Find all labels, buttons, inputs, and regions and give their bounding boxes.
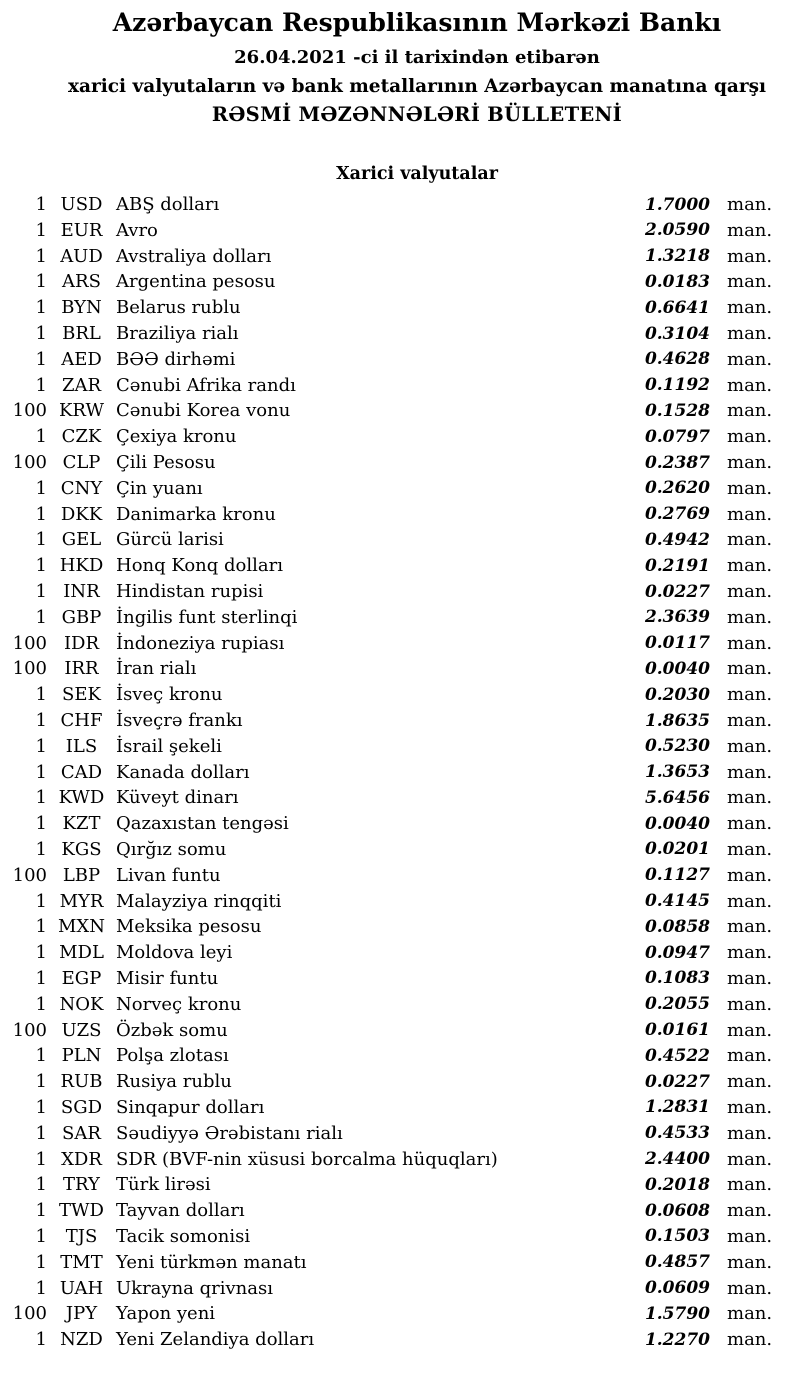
rate-value: 2.3639 <box>644 607 710 628</box>
rates-table <box>0 192 800 1353</box>
currency-name: BƏƏ dirhəmi <box>116 348 236 370</box>
currency-name: Belarus rublu <box>116 297 241 319</box>
unit-label: man. <box>727 864 773 886</box>
quantity-value: 1 <box>35 245 47 267</box>
unit-label: man. <box>727 632 773 654</box>
unit-label: man. <box>727 1174 773 1196</box>
rate-value: 1.3653 <box>644 762 710 783</box>
currency-code: TWD <box>59 1200 104 1222</box>
currency-code: GBP <box>61 606 102 628</box>
rate-row <box>0 476 800 502</box>
bulletin-title: RƏSMİ MƏZƏNNƏLƏRİ BÜLLETENİ <box>211 102 623 126</box>
unit-label: man. <box>727 813 773 835</box>
unit-label: man. <box>727 1122 773 1144</box>
currency-code: GEL <box>61 529 102 551</box>
unit-label: man. <box>727 555 773 577</box>
rate-value: 0.4942 <box>644 529 710 550</box>
currency-code: KWD <box>58 787 105 809</box>
unit-label: man. <box>727 1303 773 1325</box>
currency-code: HKD <box>59 555 104 577</box>
currency-code: TMT <box>60 1251 103 1273</box>
currency-code: SGD <box>60 1096 103 1118</box>
unit-label: man. <box>727 581 773 603</box>
currency-name: Braziliya rialı <box>116 323 239 345</box>
rate-value: 0.1127 <box>644 865 710 886</box>
unit-label: man. <box>727 297 773 319</box>
currency-name: SDR (BVF-nin xüsusi borcalma hüquqları) <box>116 1148 498 1170</box>
currency-name: Gürcü larisi <box>116 529 224 551</box>
currency-code: TJS <box>65 1225 98 1247</box>
rate-row <box>0 863 800 889</box>
rate-value: 0.2018 <box>644 1174 710 1195</box>
quantity-value: 1 <box>35 787 47 809</box>
currency-code: KRW <box>58 400 105 422</box>
currency-name: Rusiya rublu <box>116 1071 232 1093</box>
quantity-value: 1 <box>35 838 47 860</box>
rate-row <box>0 1224 800 1250</box>
rate-value: 0.0609 <box>644 1278 710 1299</box>
unit-label: man. <box>727 529 773 551</box>
section-title-foreign-currencies: Xarici valyutalar <box>336 164 498 185</box>
rate-row <box>0 1121 800 1147</box>
quantity-value: 1 <box>35 942 47 964</box>
currency-name: Yapon yeni <box>116 1303 216 1325</box>
rate-row <box>0 399 800 425</box>
rate-row <box>0 373 800 399</box>
quantity-value: 1 <box>35 1071 47 1093</box>
unit-label: man. <box>727 1225 773 1247</box>
currency-code: XDR <box>61 1148 102 1170</box>
quantity-value: 100 <box>12 1303 47 1325</box>
currency-name: Avro <box>116 219 158 241</box>
rate-row <box>0 682 800 708</box>
currency-name: İngilis funt sterlinqi <box>116 606 298 628</box>
quantity-value: 1 <box>35 1329 47 1351</box>
rate-value: 0.0608 <box>644 1200 710 1221</box>
quantity-value: 1 <box>35 710 47 731</box>
quantity-value: 1 <box>35 735 47 757</box>
currency-name: Səudiyyə Ərəbistanı rialı <box>116 1122 343 1144</box>
unit-label: man. <box>727 1071 773 1093</box>
quantity-value: 1 <box>35 684 47 706</box>
currency-code: BYN <box>61 297 102 319</box>
unit-label: man. <box>727 658 773 680</box>
currency-code: KGS <box>61 838 102 860</box>
currency-code: CLP <box>62 452 101 474</box>
rate-value: 0.4857 <box>644 1252 710 1273</box>
quantity-value: 1 <box>35 426 47 448</box>
rate-row <box>0 708 800 734</box>
currency-code: ILS <box>65 735 98 757</box>
quantity-value: 1 <box>35 993 47 1015</box>
rate-value: 0.0040 <box>644 658 710 679</box>
rate-row <box>0 1250 800 1276</box>
currency-code: CZK <box>61 426 102 448</box>
rate-row <box>0 1043 800 1069</box>
quantity-value: 1 <box>35 271 47 293</box>
rate-value: 1.2831 <box>644 1097 710 1118</box>
rate-value: 0.0040 <box>644 813 710 834</box>
rate-row <box>0 553 800 579</box>
currency-code: USD <box>60 194 103 216</box>
currency-name: Qırğız somu <box>116 838 227 860</box>
rate-value: 5.6456 <box>644 787 710 808</box>
rate-row <box>0 1198 800 1224</box>
rate-row <box>0 1327 800 1353</box>
unit-label: man. <box>727 838 773 860</box>
currency-name: Küveyt dinarı <box>116 787 239 809</box>
rate-row <box>0 631 800 657</box>
currency-name: Cənubi Korea vonu <box>116 400 291 422</box>
rate-row <box>0 837 800 863</box>
currency-code: UAH <box>59 1277 104 1299</box>
quantity-value: 1 <box>35 374 47 396</box>
unit-label: man. <box>727 606 773 628</box>
currency-code: AED <box>61 348 102 370</box>
currency-code: ARS <box>62 271 101 293</box>
unit-label: man. <box>727 245 773 267</box>
currency-name: Kanada dolları <box>116 761 250 783</box>
bulletin-header <box>0 0 800 126</box>
quantity-value: 1 <box>35 1148 47 1170</box>
rate-row <box>0 1018 800 1044</box>
effective-date-line: 26.04.2021 -ci il tarixindən etibarən <box>234 47 600 68</box>
unit-label: man. <box>727 452 773 474</box>
rate-value: 0.2769 <box>644 504 710 525</box>
currency-name: Özbək somu <box>116 1019 228 1041</box>
currency-name: Meksika pesosu <box>116 916 262 938</box>
currency-code: MXN <box>58 916 105 938</box>
quantity-value: 1 <box>35 529 47 551</box>
rate-row <box>0 579 800 605</box>
currency-code: CNY <box>60 477 103 499</box>
quantity-value: 1 <box>35 761 47 783</box>
rate-row <box>0 786 800 812</box>
rate-row <box>0 295 800 321</box>
rate-value: 0.0201 <box>644 839 710 860</box>
quantity-value: 1 <box>35 890 47 912</box>
rate-row <box>0 940 800 966</box>
rate-row <box>0 992 800 1018</box>
quantity-value: 1 <box>35 1200 47 1222</box>
unit-label: man. <box>727 1148 773 1170</box>
quantity-value: 1 <box>35 323 47 345</box>
unit-label: man. <box>727 374 773 396</box>
currency-name: Yeni Zelandiya dolları <box>116 1329 315 1351</box>
rate-row <box>0 502 800 528</box>
quantity-value: 1 <box>35 1225 47 1247</box>
rate-value: 0.1192 <box>644 375 710 396</box>
currency-code: EGP <box>61 967 102 989</box>
rate-value: 1.3218 <box>644 246 710 267</box>
quantity-value: 100 <box>12 658 47 680</box>
currency-code: PLN <box>61 1045 102 1067</box>
rate-value: 0.0117 <box>644 633 710 654</box>
currency-name: İran rialı <box>116 658 197 680</box>
unit-label: man. <box>727 400 773 422</box>
currency-name: Norveç kronu <box>116 993 242 1015</box>
currency-code: MYR <box>59 890 104 912</box>
quantity-value: 1 <box>35 1174 47 1196</box>
rate-value: 0.0947 <box>644 942 710 963</box>
unit-label: man. <box>727 1019 773 1041</box>
quantity-value: 1 <box>35 581 47 603</box>
rate-row <box>0 1069 800 1095</box>
rate-row <box>0 914 800 940</box>
rate-value: 0.0161 <box>644 1020 710 1041</box>
quantity-value: 1 <box>35 1096 47 1118</box>
quantity-value: 100 <box>12 1019 47 1041</box>
currency-name: Argentina pesosu <box>116 271 276 293</box>
currency-code: DKK <box>60 503 103 525</box>
rate-value: 0.0227 <box>644 581 710 602</box>
rate-value: 0.5230 <box>644 736 710 757</box>
currency-code: AUD <box>60 245 103 267</box>
unit-label: man. <box>727 477 773 499</box>
rate-row <box>0 1276 800 1302</box>
unit-label: man. <box>727 219 773 241</box>
currency-code: INR <box>63 581 100 603</box>
currency-code: CHF <box>60 710 103 731</box>
rate-value: 2.0590 <box>644 220 710 241</box>
quantity-value: 1 <box>35 555 47 577</box>
currency-name: Polşa zlotası <box>116 1045 229 1067</box>
rate-row <box>0 966 800 992</box>
rate-value: 0.1528 <box>644 400 710 421</box>
currency-name: Honq Konq dolları <box>116 555 283 577</box>
rate-row <box>0 760 800 786</box>
quantity-value: 1 <box>35 194 47 216</box>
currency-name: Sinqapur dolları <box>116 1096 265 1118</box>
bulletin-subtitle: xarici valyutaların və bank metallarının Azərbaycan manatına qarşı <box>67 75 767 97</box>
quantity-value: 1 <box>35 219 47 241</box>
currency-name: Tayvan dolları <box>116 1200 245 1222</box>
unit-label: man. <box>727 1045 773 1067</box>
currency-name: İsveç kronu <box>116 684 223 706</box>
currency-code: JPY <box>65 1303 98 1325</box>
unit-label: man. <box>727 1200 773 1222</box>
currency-code: TRY <box>63 1174 100 1196</box>
rate-row <box>0 218 800 244</box>
unit-label: man. <box>727 426 773 448</box>
rate-value: 0.6641 <box>644 297 710 318</box>
rate-value: 0.2055 <box>644 994 710 1015</box>
rate-value: 0.0183 <box>644 271 710 292</box>
quantity-value: 1 <box>35 1251 47 1273</box>
rate-value: 0.4145 <box>644 891 710 912</box>
rate-value: 0.4522 <box>644 1045 710 1066</box>
currency-code: NZD <box>60 1329 103 1351</box>
rate-row <box>0 424 800 450</box>
currency-name: Avstraliya dolları <box>116 245 272 267</box>
unit-label: man. <box>727 761 773 783</box>
quantity-value: 1 <box>35 477 47 499</box>
quantity-value: 1 <box>35 1045 47 1067</box>
currency-code: CAD <box>60 761 103 783</box>
rate-value: 0.3104 <box>644 323 710 344</box>
quantity-value: 1 <box>35 606 47 628</box>
quantity-value: 100 <box>12 864 47 886</box>
unit-label: man. <box>727 684 773 706</box>
currency-code: MDL <box>59 942 104 964</box>
rate-row <box>0 192 800 218</box>
rate-row <box>0 811 800 837</box>
unit-label: man. <box>727 890 773 912</box>
currency-code: IDR <box>63 632 100 654</box>
currency-name: İsveçrə frankı <box>116 710 243 731</box>
unit-label: man. <box>727 1277 773 1299</box>
rate-row <box>0 450 800 476</box>
rate-row <box>0 528 800 554</box>
currency-name: Qazaxıstan tengəsi <box>116 813 289 835</box>
unit-label: man. <box>727 271 773 293</box>
rate-value: 0.0227 <box>644 1071 710 1092</box>
currency-name: Malayziya rinqqiti <box>116 890 282 912</box>
rate-value: 1.2270 <box>644 1329 710 1350</box>
currency-code: ZAR <box>61 374 102 396</box>
rate-row <box>0 270 800 296</box>
currency-code: UZS <box>61 1019 102 1041</box>
quantity-value: 1 <box>35 297 47 319</box>
rate-value: 0.4533 <box>644 1123 710 1144</box>
currency-code: EUR <box>60 219 103 241</box>
rate-value: 1.8635 <box>644 710 710 731</box>
currency-name: ABŞ dolları <box>116 194 220 216</box>
rate-row <box>0 1172 800 1198</box>
currency-name: Çili Pesosu <box>116 452 216 474</box>
currency-code: NOK <box>59 993 104 1015</box>
currency-name: Tacik somonisi <box>116 1225 251 1247</box>
quantity-value: 1 <box>35 348 47 370</box>
bank-title: Azərbaycan Respublikasının Mərkəzi Bankı <box>112 8 722 37</box>
unit-label: man. <box>727 1329 773 1351</box>
currency-name: Çin yuanı <box>116 477 203 499</box>
unit-label: man. <box>727 710 773 731</box>
unit-label: man. <box>727 1096 773 1118</box>
rate-row <box>0 1147 800 1173</box>
currency-name: İsrail şekeli <box>116 735 222 757</box>
rate-row <box>0 347 800 373</box>
unit-label: man. <box>727 916 773 938</box>
quantity-value: 1 <box>35 503 47 525</box>
unit-label: man. <box>727 787 773 809</box>
currency-name: Moldova leyi <box>116 942 233 964</box>
rate-value: 0.0797 <box>644 426 710 447</box>
rate-value: 0.1503 <box>644 1226 710 1247</box>
currency-code: RUB <box>60 1071 103 1093</box>
quantity-value: 100 <box>12 452 47 474</box>
rate-row <box>0 889 800 915</box>
currency-code: SEK <box>62 684 101 706</box>
currency-code: SAR <box>62 1122 101 1144</box>
rate-value: 0.1083 <box>644 968 710 989</box>
rate-row <box>0 1095 800 1121</box>
unit-label: man. <box>727 1251 773 1273</box>
currency-code: BRL <box>62 323 101 345</box>
currency-code: LBP <box>62 864 101 886</box>
currency-name: Çexiya kronu <box>116 426 237 448</box>
unit-label: man. <box>727 503 773 525</box>
rate-row <box>0 244 800 270</box>
currency-code: KZT <box>62 813 101 835</box>
rate-row <box>0 321 800 347</box>
rate-row <box>0 605 800 631</box>
currency-name: Danimarka kronu <box>116 503 276 525</box>
unit-label: man. <box>727 323 773 345</box>
currency-name: Livan funtu <box>116 864 221 886</box>
quantity-value: 1 <box>35 916 47 938</box>
rate-row <box>0 734 800 760</box>
unit-label: man. <box>727 993 773 1015</box>
rate-value: 2.4400 <box>644 1149 710 1170</box>
currency-name: Hindistan rupisi <box>116 581 264 603</box>
rate-value: 0.2030 <box>644 684 710 705</box>
currency-name: İndoneziya rupiası <box>116 632 285 654</box>
rate-value: 0.2620 <box>644 478 710 499</box>
unit-label: man. <box>727 735 773 757</box>
quantity-value: 100 <box>12 632 47 654</box>
quantity-value: 1 <box>35 1277 47 1299</box>
currency-name: Türk lirəsi <box>116 1174 211 1196</box>
rate-value: 1.5790 <box>644 1303 710 1324</box>
quantity-value: 1 <box>35 967 47 989</box>
rate-value: 0.0858 <box>644 916 710 937</box>
currency-name: Cənubi Afrika randı <box>116 374 296 396</box>
rate-value: 0.4628 <box>644 349 710 370</box>
rate-value: 0.2191 <box>644 555 710 576</box>
rate-row <box>0 1301 800 1327</box>
currency-name: Ukrayna qrivnası <box>116 1277 273 1299</box>
unit-label: man. <box>727 194 773 216</box>
unit-label: man. <box>727 967 773 989</box>
quantity-value: 1 <box>35 813 47 835</box>
quantity-value: 1 <box>35 1122 47 1144</box>
currency-code: IRR <box>64 658 99 680</box>
rate-value: 0.2387 <box>644 452 710 473</box>
unit-label: man. <box>727 348 773 370</box>
currency-name: Misir funtu <box>116 967 219 989</box>
rate-value: 1.7000 <box>644 194 710 215</box>
rate-row <box>0 657 800 683</box>
currency-name: Yeni türkmən manatı <box>116 1251 307 1273</box>
unit-label: man. <box>727 942 773 964</box>
quantity-value: 100 <box>12 400 47 422</box>
